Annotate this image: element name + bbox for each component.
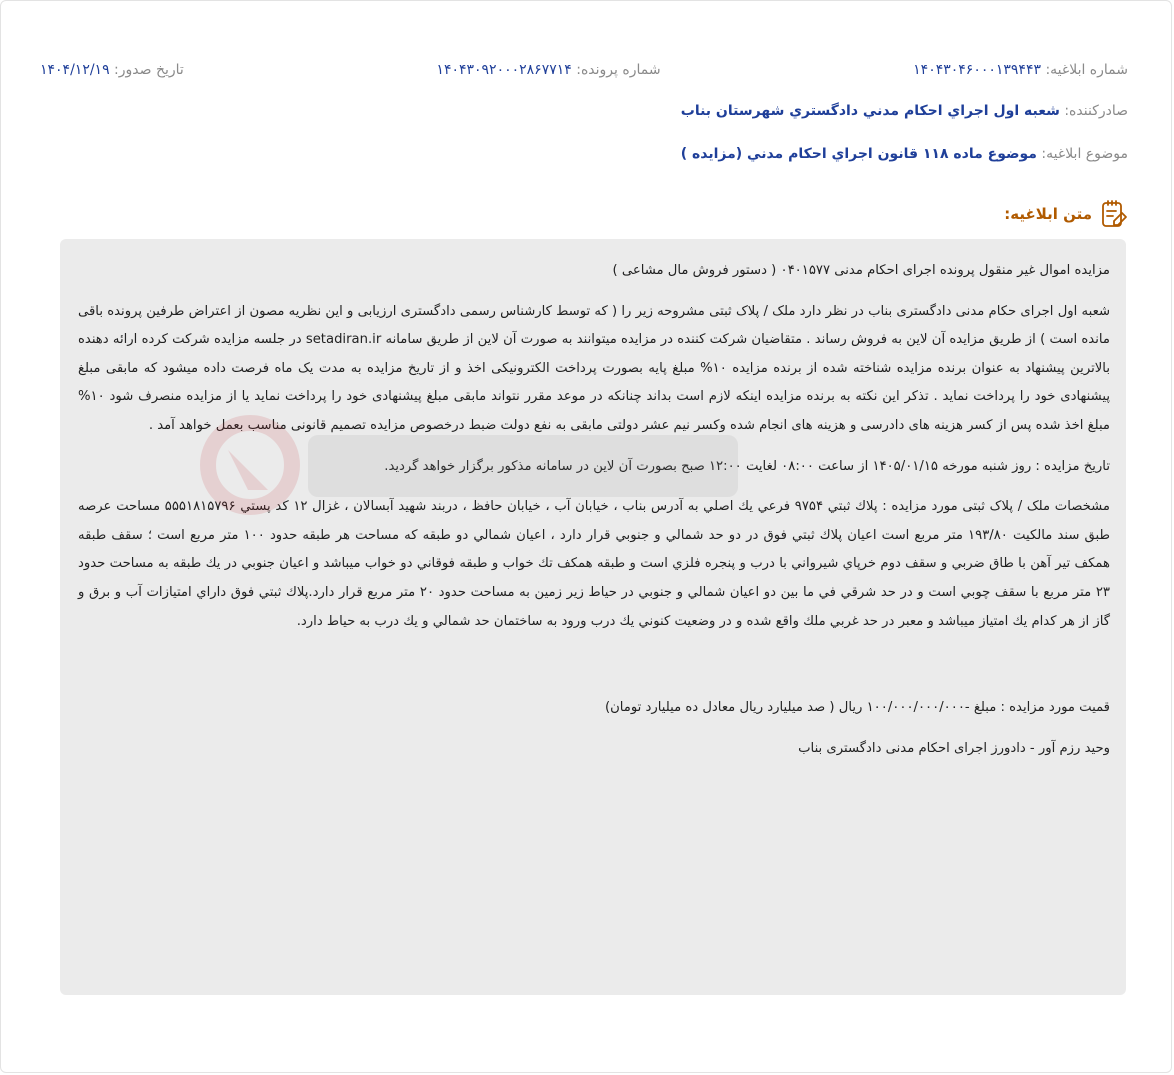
subject-value: موضوع ماده ۱۱۸ قانون اجراي احكام مدني (مزايده ) bbox=[680, 146, 1037, 162]
notice-paragraph: قمیت مورد مزایده : مبلغ -۱۰۰/۰۰۰/۰۰۰/۰۰۰ ریال ( صد میلیارد ریال معادل ده میلیارد تومان) bbox=[604, 700, 1110, 716]
case-number-value: ۱۴۰۴۳۰۹۲۰۰۰۲۸۶۷۷۱۴ bbox=[436, 62, 572, 78]
issuer-line bbox=[681, 97, 1128, 125]
notice-body bbox=[60, 239, 1126, 995]
issue-date-value: ۱۴۰۴/۱۲/۱۹ bbox=[40, 62, 110, 78]
notice-paragraph: شعبه اول اجرای حکام مدنی دادگستری بناب در نظر دارد ملک / پلاک ثبتی مشروحه زیر را ( که توسط کارشناس رسمی دادگستری ارزیابی و این نظریه مصون از اعتراض طرفین پرونده باقی مانده است ) از طریق مزایده آن لاین به فروش رساند . متقاضیان شرکت کننده در مزایده میتوانند به صورت آن لاین از طریق سامانه setadiran.ir در جلسه مزایده شرکت کرده ارائه دهنده بالاترین پیشنهاد به عنوان برنده مزایده شناخته شده از برنده مزایده ۱۰% مبلغ پایه بصورت پرداخت الکترونیکی اخذ و از تاریخ مزایده به مدت یک ماه فرصت داده میشود که مابقی مبلغ پیشنهادی خود را پرداخت نماید . تذکر این نکته به برنده مزایده اینکه لازم است بداند چنانکه در موعد مقرر نتواند مابقی مبلغ پیشنهادی خود را پرداخت نماید یا از مزایده منصرف شود ۱۰% مبلغ اخذ شده پس از کسر هزینه های دادرسی و هزینه های انجام شده وکسر نیم عشر دولتی مابقی به نفع دولت ضبط درخصوص مزایده تصمیم قانونی مناسب بعمل خواهد آمد . bbox=[78, 303, 1110, 433]
case-number bbox=[436, 56, 660, 84]
notice-title: متن ابلاغیه: bbox=[1004, 205, 1092, 223]
issue-date-label: تاریخ صدور: bbox=[114, 62, 184, 78]
document-edit-icon bbox=[1100, 199, 1128, 229]
issuer-value: شعبه اول اجراي احكام مدني دادگستري شهرستان بناب bbox=[680, 103, 1060, 119]
notice-paragraph: مشخصات ملک / پلاک ثبتی مورد مزایده : پلاك ثبتي ۹۷۵۴ فرعي يك اصلي به آدرس بناب ، خيابان آب ، خيابان حافظ ، دربند شهيد آبسالان ، غزال ۱۲ كد پستي ۵۵۵۱۸۱۵۷۹۶ مساحت عرصه طبق سند مالكيت ۱۹۳/۸۰ متر مربع است اعيان پلاك ثبتي فوق در دو حد شمالي و جنوبي قرار دارد ، اعيان شمالي دو طبقه كه مساحت هر طبقه حدود ۱۰۰ متر مربع است ؛ سقف طبقه همكف تير آهن با طاق ضربي و سقف دوم خرپاي شيرواني با درب و پنجره فلزي است و طبقه همكف تك خواب و طبقه فوقاني دو خواب ميباشد و اعيان جنوبي در يك طبقه به مساحت حدود ۲۳ متر مربع با سقف چوبي است و در حد شرقي في ما بين دو اعيان شمالي و جنوبي در حياط زير زمين به مساحت حدود ۲۰ متر مربع قرار دارد.پلاك ثبتي فوق داراي امتيازات آب و برق و گاز از هر كدام يك امتياز ميباشد و معبر در حد غربي ملك واقع شده و در وضعيت كنوني يك درب ورود به ساختمان حد شمالي و يك درب به حياط دارد. bbox=[78, 499, 1111, 629]
notice-number-label: شماره ابلاغيه: bbox=[1045, 62, 1128, 78]
notice-number bbox=[913, 56, 1128, 84]
subject-label: موضوع ابلاغيه: bbox=[1041, 146, 1128, 162]
issue-date bbox=[40, 56, 184, 84]
subject-line bbox=[681, 140, 1128, 168]
notice-paragraph: مزایده اموال غیر منقول پرونده اجرای احکام مدنی ۰۴۰۱۵۷۷ ( دستور فروش مال مشاعی ) bbox=[612, 263, 1110, 278]
notice-meta-row bbox=[40, 56, 1128, 84]
issuer-label: صادرکننده: bbox=[1064, 103, 1128, 119]
notice-number-value: ۱۴۰۴۳۰۴۶۰۰۰۱۳۹۴۴۳ bbox=[913, 62, 1041, 78]
notice-paragraph: تاریخ مزایده : روز شنبه مورخه ۱۴۰۵/۰۱/۱۵ از ساعت ۰۸:۰۰ لغایت ۱۲:۰۰ صبح بصورت آن لاین در سامانه مذکور برگزار خواهد گردید. bbox=[384, 458, 1110, 474]
case-number-label: شماره پرونده: bbox=[576, 62, 661, 78]
notice-header bbox=[1004, 198, 1128, 230]
notice-paragraph: وحید رزم آور - دادورز اجرای احکام مدنی دادگستری بناب bbox=[798, 740, 1110, 756]
